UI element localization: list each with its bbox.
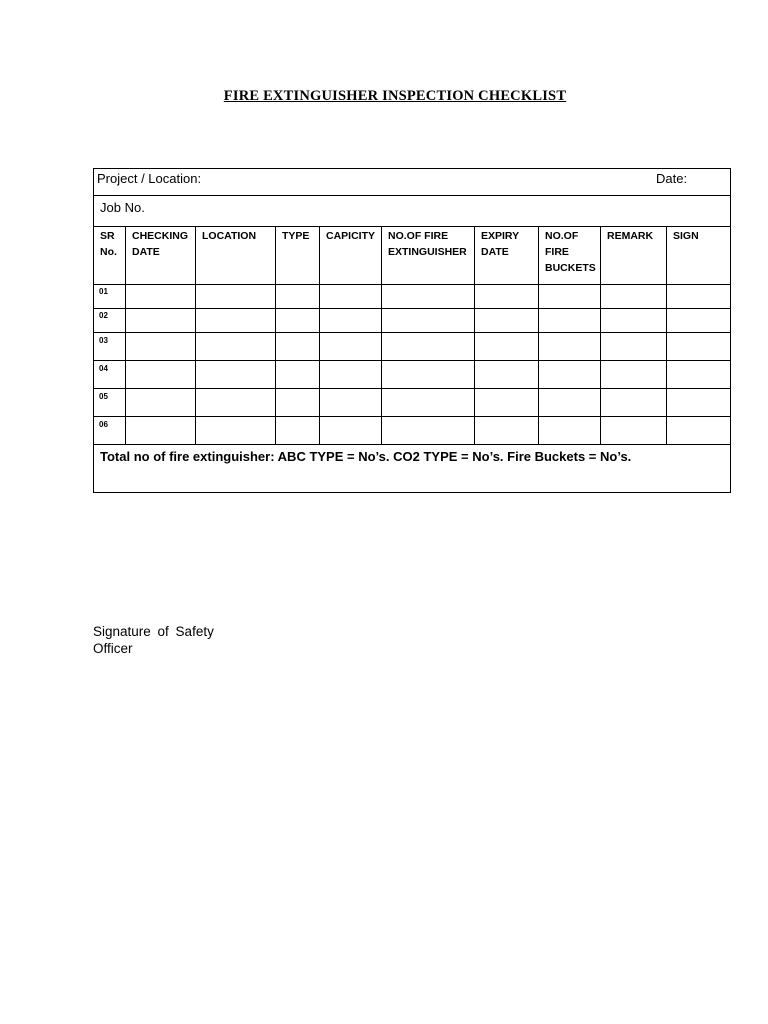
sr-no-cell: 01	[94, 285, 126, 309]
table-cell[interactable]	[196, 417, 276, 445]
sr-no-cell: 05	[94, 389, 126, 417]
table-row	[94, 361, 731, 389]
column-header: EXPIRY DATE	[475, 227, 539, 285]
table-cell[interactable]	[276, 417, 320, 445]
table-cell[interactable]	[196, 309, 276, 333]
job-no-cell[interactable]	[94, 196, 731, 227]
column-header: SR No.	[94, 227, 126, 285]
table-cell[interactable]	[601, 285, 667, 309]
table-cell[interactable]	[382, 361, 475, 389]
table-cell[interactable]	[276, 361, 320, 389]
project-location-cell[interactable]	[94, 169, 731, 196]
job-no-label: Job No.	[100, 200, 145, 215]
table-cell[interactable]	[126, 417, 196, 445]
column-header: CHECKING DATE	[126, 227, 196, 285]
column-header: TYPE	[276, 227, 320, 285]
table-cell[interactable]	[126, 333, 196, 361]
table-cell[interactable]	[382, 333, 475, 361]
table-cell[interactable]	[667, 389, 731, 417]
table-cell[interactable]	[196, 285, 276, 309]
table-cell[interactable]	[126, 389, 196, 417]
table-cell[interactable]	[667, 285, 731, 309]
table-row	[94, 285, 731, 309]
column-header: LOCATION	[196, 227, 276, 285]
column-header: REMARK	[601, 227, 667, 285]
table-cell[interactable]	[601, 309, 667, 333]
table-cell[interactable]	[196, 361, 276, 389]
table-cell[interactable]	[276, 309, 320, 333]
table-cell[interactable]	[320, 361, 382, 389]
column-header: NO.OF FIRE BUCKETS	[539, 227, 601, 285]
table-cell[interactable]	[475, 309, 539, 333]
table-cell[interactable]	[382, 417, 475, 445]
table-row	[94, 333, 731, 361]
table-cell[interactable]	[126, 285, 196, 309]
table-cell[interactable]	[276, 389, 320, 417]
document-title: FIRE EXTINGUISHER INSPECTION CHECKLIST	[223, 88, 567, 104]
table-cell[interactable]	[475, 361, 539, 389]
column-header: SIGN	[667, 227, 731, 285]
table-cell[interactable]	[126, 309, 196, 333]
date-label: Date:	[656, 171, 688, 186]
table-cell[interactable]	[539, 417, 601, 445]
sr-no-cell: 06	[94, 417, 126, 445]
table-cell[interactable]	[382, 285, 475, 309]
total-summary-text: Total no of fire extinguisher: ABC TYPE = No’s. CO2 TYPE = No’s. Fire Buckets = No’s.	[100, 449, 632, 464]
table-cell[interactable]	[320, 285, 382, 309]
column-header: NO.OF FIRE EXTINGUISHER	[382, 227, 475, 285]
table-row	[94, 389, 731, 417]
table-cell[interactable]	[539, 361, 601, 389]
table-cell[interactable]	[276, 333, 320, 361]
table-cell[interactable]	[601, 389, 667, 417]
table-cell[interactable]	[667, 417, 731, 445]
inspection-table	[93, 168, 731, 493]
sr-no-cell: 03	[94, 333, 126, 361]
table-cell[interactable]	[539, 309, 601, 333]
signature-label: Signature of Safety Officer	[93, 624, 214, 656]
table-cell[interactable]	[475, 417, 539, 445]
table-header-row	[94, 227, 731, 285]
table-cell[interactable]	[320, 309, 382, 333]
table-row	[94, 309, 731, 333]
table-cell[interactable]	[475, 285, 539, 309]
table-cell[interactable]	[539, 389, 601, 417]
table-cell[interactable]	[320, 417, 382, 445]
table-row	[94, 417, 731, 445]
sr-no-cell: 04	[94, 361, 126, 389]
table-cell[interactable]	[126, 361, 196, 389]
table-cell[interactable]	[667, 361, 731, 389]
table-cell[interactable]	[475, 333, 539, 361]
total-summary-cell	[94, 445, 731, 493]
table-cell[interactable]	[601, 333, 667, 361]
table-cell[interactable]	[601, 417, 667, 445]
table-cell[interactable]	[196, 389, 276, 417]
table-cell[interactable]	[382, 309, 475, 333]
table-cell[interactable]	[475, 389, 539, 417]
table-cell[interactable]	[276, 285, 320, 309]
table-cell[interactable]	[539, 333, 601, 361]
table-cell[interactable]	[667, 309, 731, 333]
sr-no-cell: 02	[94, 309, 126, 333]
project-location-label: Project / Location:	[97, 171, 202, 186]
table-cell[interactable]	[196, 333, 276, 361]
table-cell[interactable]	[320, 333, 382, 361]
table-cell[interactable]	[382, 389, 475, 417]
table-cell[interactable]	[539, 285, 601, 309]
table-cell[interactable]	[320, 389, 382, 417]
column-header: CAPICITY	[320, 227, 382, 285]
table-cell[interactable]	[667, 333, 731, 361]
table-cell[interactable]	[601, 361, 667, 389]
